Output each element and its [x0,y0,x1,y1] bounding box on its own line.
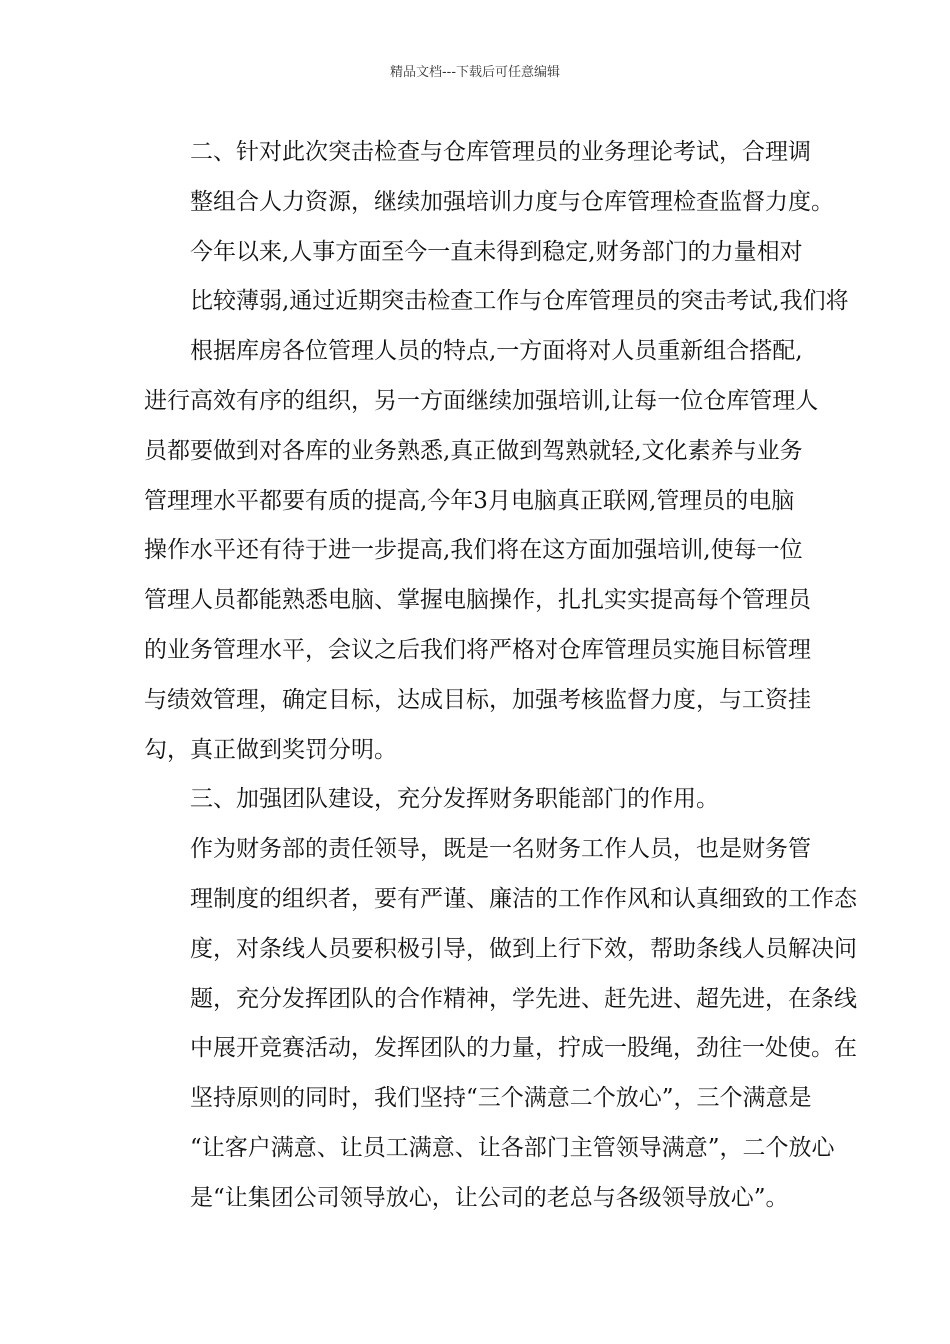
text-line: 整组合人力资源，继续加强培训力度与仓库管理检查监督力度。 [190,188,834,215]
text-line: 三、加强团队建设，充分发挥财务职能部门的作用。 [190,786,719,813]
paragraph-training [144,377,819,775]
text-line: 操作水平还有待于进一步提高,我们将在这方面加强培训,使每一位 [144,537,803,564]
text-line: 坚持原则的同时，我们坚持“三个满意二个放心”，三个满意是 [190,1085,812,1112]
page-header: 精品文档---下载后可任意编辑 [389,65,561,80]
text-line: 题，充分发挥团队的合作精神，学先进、赶先进、超先进，在条线 [190,985,857,1012]
paragraph-section-three-heading [144,775,809,825]
document-body [144,128,857,1224]
text-line: “让客户满意、让员工满意、让各部门主管领导满意”，二个放心 [190,1134,835,1161]
text-line: 根据库房各位管理人员的特点,一方面将对人员重新组合搭配, [190,338,803,365]
paragraph-section-two-heading [144,128,834,228]
text-line: 二、针对此次突击检查与仓库管理员的业务理论考试，合理调 [190,139,811,165]
text-line: 管理人员都能熟悉电脑、掌握电脑操作，扎扎实实提高每个管理员 [144,587,811,614]
paragraph-staffing [144,228,849,377]
paragraph-team-building [144,825,857,1223]
text-line: 理制度的组织者，要有严谨、廉洁的工作作风和认真细致的工作态 [190,885,857,912]
text-line: 是“让集团公司领导放心，让公司的老总与各级领导放心”。 [190,1184,789,1211]
text-line: 进行高效有序的组织，另一方面继续加强培训,让每一位仓库管理人 [144,387,819,414]
text-line: 勾，真正做到奖罚分明。 [144,736,397,763]
text-line: 的业务管理水平，会议之后我们将严格对仓库管理员实施目标管理 [144,636,811,663]
text-line: 员都要做到对各库的业务熟悉,真正做到驾熟就轻,文化素养与业务 [144,437,803,464]
text-line: 比较薄弱,通过近期突击检查工作与仓库管理员的突击考试,我们将 [190,288,849,315]
text-line: 作为财务部的责任领导，既是一名财务工作人员，也是财务管 [190,836,811,863]
text-line: 与绩效管理，确定目标，达成目标，加强考核监督力度，与工资挂 [144,686,811,713]
text-line: 中展开竞赛活动，发挥团队的力量，拧成一股绳，劲往一处使。在 [190,1035,857,1062]
text-line: 度，对条线人员要积极引导，做到上行下效，帮助条线人员解决问 [190,935,857,962]
text-line: 今年以来,人事方面至今一直未得到稳定,财务部门的力量相对 [190,238,803,265]
text-line: 管理理水平都要有质的提高,今年3月电脑真正联网,管理员的电脑 [144,487,795,514]
